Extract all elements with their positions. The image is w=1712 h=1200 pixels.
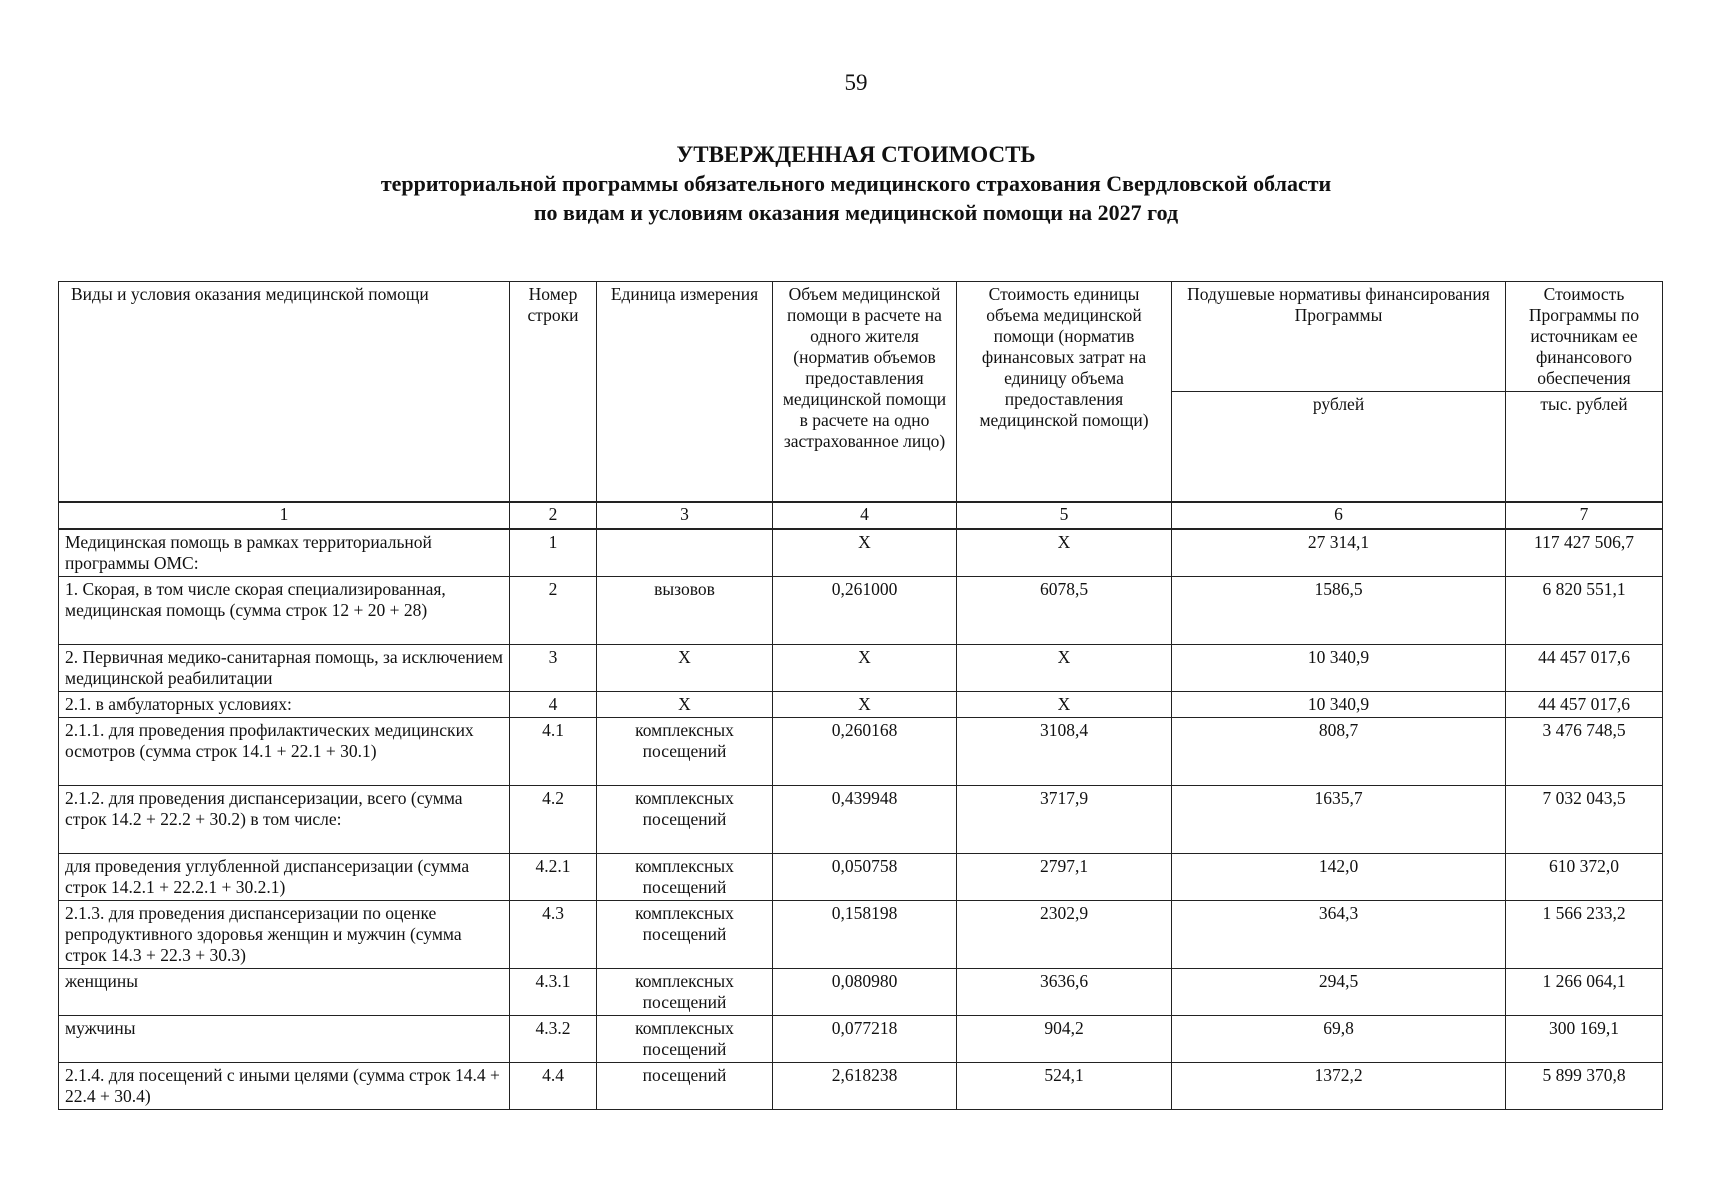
header-volume: Объем медицинской помощи в расчете на одного жителя (норматив объемов предоставления медицинской помощи в расчете на одно застрахованное лицо)	[773, 282, 957, 502]
row-number: 4.2	[510, 785, 597, 853]
header-unit-rubles: рублей	[1172, 392, 1506, 502]
table-row	[59, 691, 1663, 717]
row-volume: 0,260168	[773, 717, 957, 785]
row-number: 4.4	[510, 1062, 597, 1109]
row-volume: 0,050758	[773, 853, 957, 900]
row-unit: комплексных посещений	[597, 853, 773, 900]
header-unit-cost: Стоимость единицы объема медицинской помощи (норматив финансовых затрат на единицу объема предоставления медицинской помощи)	[957, 282, 1172, 502]
row-per-capita: 294,5	[1172, 968, 1506, 1015]
row-per-capita: 1635,7	[1172, 785, 1506, 853]
row-total: 6 820 551,1	[1506, 576, 1663, 644]
row-name: для проведения углубленной диспансеризации (сумма строк 14.2.1 + 22.2.1 + 30.2.1)	[59, 853, 510, 900]
table-row	[59, 529, 1663, 577]
row-unit-cost: 3717,9	[957, 785, 1172, 853]
row-total: 44 457 017,6	[1506, 644, 1663, 691]
column-number: 4	[773, 502, 957, 529]
row-volume: 0,261000	[773, 576, 957, 644]
row-per-capita: 364,3	[1172, 900, 1506, 968]
row-per-capita: 1372,2	[1172, 1062, 1506, 1109]
row-per-capita: 808,7	[1172, 717, 1506, 785]
table-row	[59, 968, 1663, 1015]
row-number: 4.3	[510, 900, 597, 968]
row-per-capita: 27 314,1	[1172, 529, 1506, 577]
row-unit-cost: 3108,4	[957, 717, 1172, 785]
column-number: 2	[510, 502, 597, 529]
row-unit-cost: 524,1	[957, 1062, 1172, 1109]
row-unit: комплексных посещений	[597, 968, 773, 1015]
column-number: 6	[1172, 502, 1506, 529]
row-unit: комплексных посещений	[597, 717, 773, 785]
row-volume: Х	[773, 691, 957, 717]
row-volume: 0,077218	[773, 1015, 957, 1062]
row-total: 300 169,1	[1506, 1015, 1663, 1062]
row-name: 1. Скорая, в том числе скорая специализированная, медицинская помощь (сумма строк 12 + 20 + 28)	[59, 576, 510, 644]
row-unit-cost: Х	[957, 529, 1172, 577]
table-row	[59, 900, 1663, 968]
row-unit-cost: 6078,5	[957, 576, 1172, 644]
row-unit-cost: 2797,1	[957, 853, 1172, 900]
row-number: 4.3.2	[510, 1015, 597, 1062]
row-unit-cost: 2302,9	[957, 900, 1172, 968]
column-number: 3	[597, 502, 773, 529]
row-per-capita: 10 340,9	[1172, 691, 1506, 717]
row-number: 1	[510, 529, 597, 577]
row-volume: Х	[773, 529, 957, 577]
table-row	[59, 785, 1663, 853]
table-row	[59, 1062, 1663, 1109]
row-name: 2.1. в амбулаторных условиях:	[59, 691, 510, 717]
row-per-capita: 10 340,9	[1172, 644, 1506, 691]
header-unit: Единица измерения	[597, 282, 773, 502]
row-unit: посещений	[597, 1062, 773, 1109]
header-per-capita: Подушевые нормативы финансирования Программы	[1172, 282, 1506, 392]
row-per-capita: 1586,5	[1172, 576, 1506, 644]
row-total: 44 457 017,6	[1506, 691, 1663, 717]
page-number: 59	[844, 70, 868, 95]
row-name: женщины	[59, 968, 510, 1015]
table-row	[59, 853, 1663, 900]
row-total: 117 427 506,7	[1506, 529, 1663, 577]
column-number: 1	[59, 502, 510, 529]
row-number: 3	[510, 644, 597, 691]
row-unit: комплексных посещений	[597, 1015, 773, 1062]
row-volume: Х	[773, 644, 957, 691]
document-title	[0, 140, 1712, 227]
column-number: 5	[957, 502, 1172, 529]
table-row	[59, 576, 1663, 644]
row-number: 4	[510, 691, 597, 717]
row-volume: 0,439948	[773, 785, 957, 853]
header-unit-thousand-rubles: тыс. рублей	[1506, 392, 1663, 502]
row-total: 7 032 043,5	[1506, 785, 1663, 853]
title-line-2: территориальной программы обязательного медицинского страхования Свердловской области	[380, 171, 1332, 196]
row-unit: Х	[597, 691, 773, 717]
row-unit: вызовов	[597, 576, 773, 644]
row-total: 1 266 064,1	[1506, 968, 1663, 1015]
row-unit-cost: Х	[957, 691, 1172, 717]
row-name: 2.1.3. для проведения диспансеризации по оценке репродуктивного здоровья женщин и мужчин (сумма строк 14.3 + 22.3 + 30.3)	[59, 900, 510, 968]
row-unit: комплексных посещений	[597, 900, 773, 968]
table-row	[59, 1015, 1663, 1062]
row-per-capita: 142,0	[1172, 853, 1506, 900]
row-name: Медицинская помощь в рамках территориальной программы ОМС:	[59, 529, 510, 577]
row-volume: 0,080980	[773, 968, 957, 1015]
header-row-number: Номер строки	[510, 282, 597, 502]
header-program-cost: Стоимость Программы по источникам ее финансового обеспечения	[1506, 282, 1663, 392]
table-row	[59, 644, 1663, 691]
row-number: 4.1	[510, 717, 597, 785]
row-total: 610 372,0	[1506, 853, 1663, 900]
row-volume: 0,158198	[773, 900, 957, 968]
cost-table	[58, 281, 1663, 1110]
column-number: 7	[1506, 502, 1663, 529]
row-unit-cost: 3636,6	[957, 968, 1172, 1015]
header-kinds: Виды и условия оказания медицинской помощи	[59, 282, 510, 502]
row-unit-cost: Х	[957, 644, 1172, 691]
row-total: 5 899 370,8	[1506, 1062, 1663, 1109]
row-total: 1 566 233,2	[1506, 900, 1663, 968]
row-total: 3 476 748,5	[1506, 717, 1663, 785]
row-unit-cost: 904,2	[957, 1015, 1172, 1062]
row-volume: 2,618238	[773, 1062, 957, 1109]
title-line-3: по видам и условиям оказания медицинской помощи на 2027 год	[533, 200, 1179, 225]
row-name: 2.1.1. для проведения профилактических медицинских осмотров (сумма строк 14.1 + 22.1 + 30.1)	[59, 717, 510, 785]
row-name: 2. Первичная медико-санитарная помощь, за исключением медицинской реабилитации	[59, 644, 510, 691]
table-row	[59, 717, 1663, 785]
row-number: 2	[510, 576, 597, 644]
row-per-capita: 69,8	[1172, 1015, 1506, 1062]
title-line-1: УТВЕРЖДЕННАЯ СТОИМОСТЬ	[676, 142, 1036, 167]
row-name: 2.1.2. для проведения диспансеризации, всего (сумма строк 14.2 + 22.2 + 30.2) в том числе:	[59, 785, 510, 853]
row-number: 4.2.1	[510, 853, 597, 900]
row-name: 2.1.4. для посещений с иными целями (сумма строк 14.4 + 22.4 + 30.4)	[59, 1062, 510, 1109]
row-unit: Х	[597, 644, 773, 691]
row-unit: комплексных посещений	[597, 785, 773, 853]
row-name: мужчины	[59, 1015, 510, 1062]
row-unit	[597, 529, 773, 577]
row-number: 4.3.1	[510, 968, 597, 1015]
